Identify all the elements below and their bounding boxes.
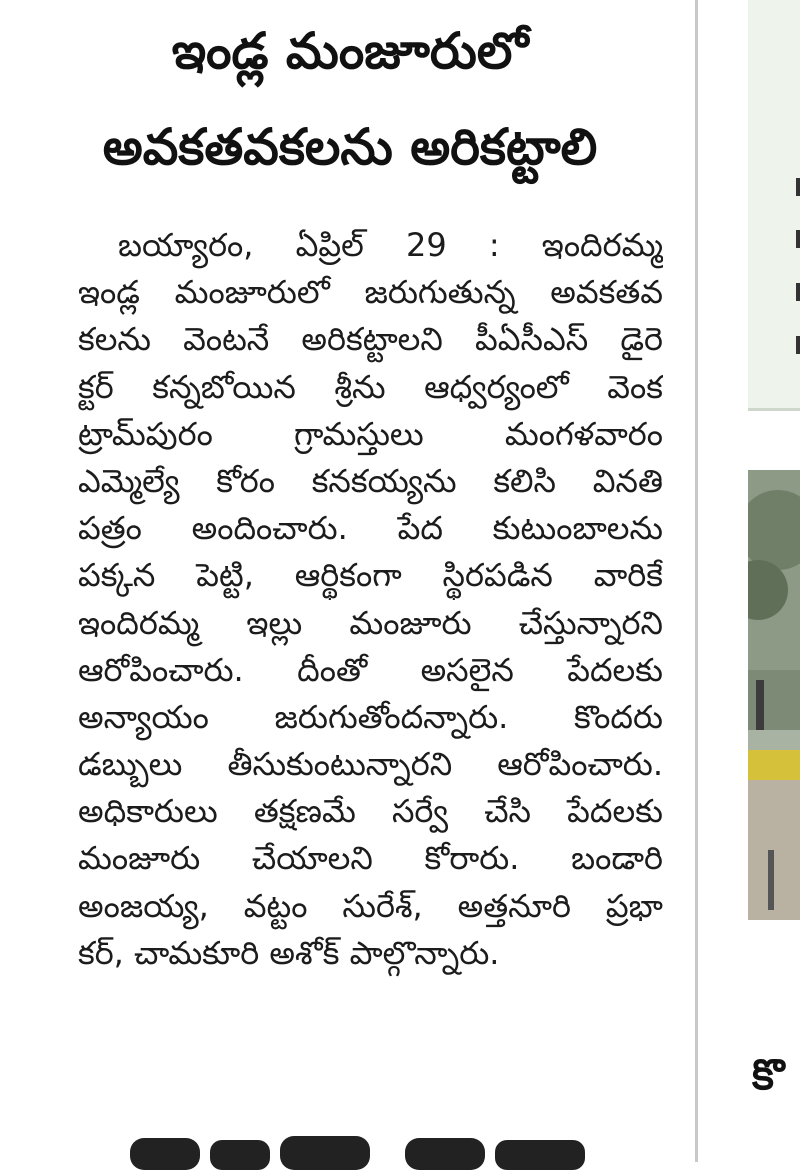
cropped-text-mark bbox=[796, 336, 800, 354]
cropped-text-mark bbox=[796, 230, 800, 248]
adjacent-headline-fragment: కొ bbox=[752, 1050, 785, 1099]
column-divider bbox=[695, 0, 698, 1162]
body-line: అధికారులు తక్షణమే సర్వే చేసి పేదలకు bbox=[78, 792, 663, 831]
headline-line-1: ఇండ్ల మంజూరులో bbox=[171, 22, 529, 80]
body-line: మంజూరు చేయాలని కోరారు. బండారి bbox=[78, 839, 663, 878]
body-line: పక్కన పెట్టి, ఆర్థికంగా స్థిరపడిన వారికే bbox=[78, 556, 663, 595]
body-line: ఆరోపించారు. దీంతో అసలైన పేదలకు bbox=[78, 650, 663, 689]
body-line: ఇందిరమ్మ ఇల్లు మంజూరు చేస్తున్నారని bbox=[78, 603, 663, 642]
body-line: ఇండ్ల మంజూరులో జరుగుతున్న అవకతవ bbox=[78, 273, 663, 312]
body-line: అన్యాయం జరుగుతోందన్నారు. కొందరు bbox=[78, 697, 663, 736]
body-line: కలను వెంటనే అరికట్టాలని పీఏసీఎస్ డైరె bbox=[78, 320, 663, 359]
adjacent-article-box bbox=[748, 0, 800, 411]
body-line: అంజయ్య, వట్టం సురేశ్, అత్తనూరి ప్రభా bbox=[78, 886, 663, 925]
photo-image bbox=[748, 470, 800, 920]
body-line: పత్రం అందించారు. పేద కుటుంబాలను bbox=[78, 509, 663, 548]
body-line: బయ్యారం, ఏప్రిల్ 29 : ఇందిరమ్మ bbox=[118, 226, 663, 264]
body-line: ఎమ్మెల్యే కోరం కనకయ్యను కలిసి వినతి bbox=[78, 461, 663, 500]
body-line: ట్రామ్‌పురం గ్రామస్తులు మంగళవారం bbox=[78, 414, 663, 453]
body-line: డబ్బులు తీసుకుంటున్నారని ఆరోపించారు. bbox=[78, 745, 663, 784]
article-body bbox=[78, 222, 663, 977]
cropped-text-mark bbox=[796, 283, 800, 301]
cropped-next-headline bbox=[130, 1130, 590, 1170]
adjacent-photo bbox=[748, 470, 800, 920]
headline-line-2: అవకతవకలను అరికట్టాలి bbox=[102, 118, 598, 176]
cropped-text-mark bbox=[796, 178, 800, 196]
body-line: కర్, చామకూరి అశోక్ పాల్గొన్నారు. bbox=[78, 933, 500, 972]
body-line: క్టర్ కన్నబోయిన శ్రీను ఆధ్వర్యంలో వెంక bbox=[78, 367, 663, 406]
